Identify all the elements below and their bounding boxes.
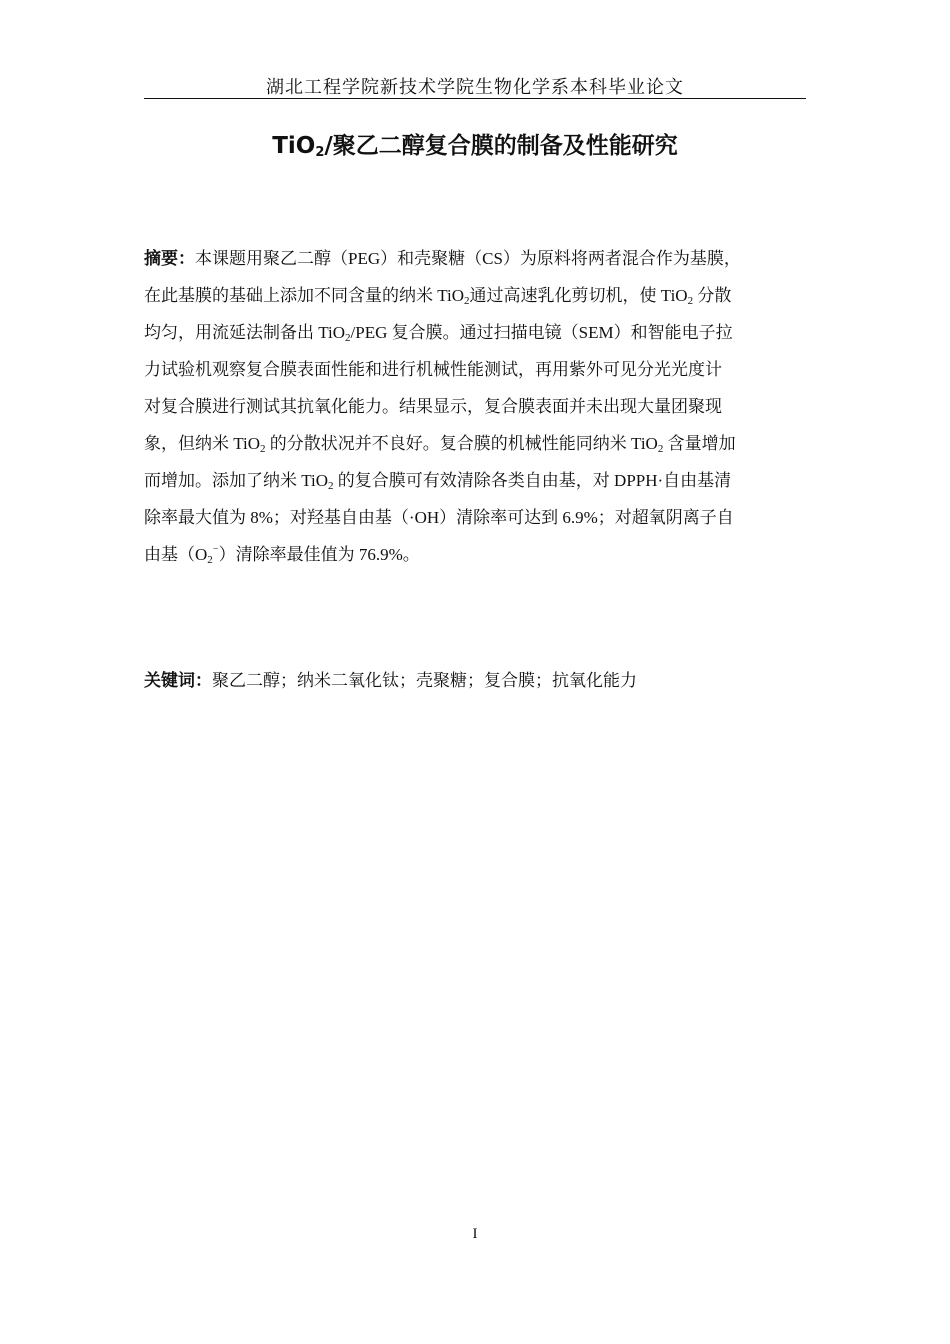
- keywords-text: 聚乙二醇；纳米二氧化钛；壳聚糖；复合膜；抗氧化能力: [212, 671, 637, 690]
- subscript: 2: [207, 554, 213, 566]
- abstract-line: [144, 388, 810, 425]
- abstract-text: 在此基膜的基础上添加不同含量的纳米 TiO: [144, 286, 465, 305]
- subscript: 2: [657, 443, 664, 455]
- title-main: /聚乙二醇复合膜的制备及性能研究: [324, 133, 678, 159]
- abstract-line: [144, 536, 810, 573]
- abstract-text: /PEG 复合膜。通过扫描电镜（SEM）和智能电子拉: [350, 323, 733, 342]
- abstract-text: 的分散状况并不良好。复合膜的机械性能同纳米 TiO: [265, 434, 658, 453]
- keywords-label: 关键词：: [144, 671, 212, 691]
- keywords: [144, 662, 806, 700]
- abstract-line: [144, 462, 810, 499]
- abstract-text: 均匀，用流延法制备出 TiO: [144, 323, 346, 342]
- header-rule: [144, 98, 806, 99]
- abstract-text: 分散: [693, 286, 732, 305]
- running-header: 湖北工程学院新技术学院生物化学系本科毕业论文: [266, 77, 684, 98]
- page-number: I: [472, 1226, 478, 1242]
- abstract-label: 摘要：: [144, 249, 195, 269]
- abstract: [144, 240, 810, 573]
- subscript: 2: [328, 480, 334, 492]
- abstract-line: [144, 351, 810, 388]
- subscript: 2: [464, 295, 470, 307]
- abstract-line: [144, 499, 810, 536]
- paper-title: [144, 127, 806, 160]
- title-prefix: TiO: [272, 133, 316, 159]
- abstract-text: 的复合膜可有效清除各类自由基，对 DPPH·自由基清: [333, 471, 732, 490]
- abstract-text: 含量增加: [663, 434, 736, 453]
- abstract-text: 力试验机观察复合膜表面性能和进行机械性能测试，再用紫外可见分光光度计: [144, 360, 722, 379]
- abstract-text: 象，但纳米 TiO: [144, 434, 261, 453]
- abstract-text: ）清除率最佳值为 76.9%。: [218, 545, 420, 564]
- abstract-text: 通过高速乳化剪切机，使 TiO: [469, 286, 688, 305]
- abstract-line: [144, 425, 810, 462]
- subscript: 2: [345, 332, 351, 344]
- superscript: ⁻: [212, 545, 219, 557]
- abstract-text: 除率最大值为 8%；对羟基自由基（·OH）清除率可达到 6.9%；对超氧阴离子自: [144, 508, 734, 527]
- abstract-text: 而增加。添加了纳米 TiO: [144, 471, 329, 490]
- subscript: 2: [687, 295, 694, 307]
- abstract-line: [144, 240, 810, 277]
- abstract-text: 对复合膜进行测试其抗氧化能力。结果显示，复合膜表面并未出现大量团聚现: [144, 397, 722, 416]
- abstract-line: [144, 277, 810, 314]
- subscript: 2: [260, 443, 266, 455]
- title-subscript: 2: [315, 145, 325, 160]
- abstract-text: 由基（O: [144, 545, 208, 564]
- abstract-line: [144, 314, 810, 351]
- abstract-text: 本课题用聚乙二醇（PEG）和壳聚糖（CS）为原料将两者混合作为基膜，: [195, 249, 741, 268]
